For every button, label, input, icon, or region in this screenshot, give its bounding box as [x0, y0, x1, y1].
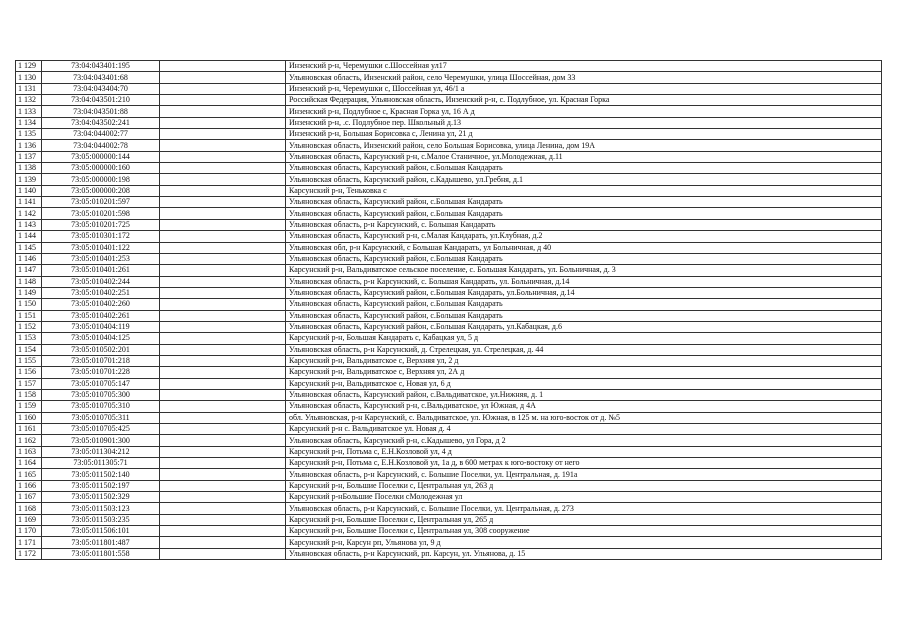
cadastral-number-cell: 73:05:010705:311	[42, 412, 160, 423]
empty-cell	[160, 446, 286, 457]
address-cell: Ульяновская область, Карсунский район, с.Большая Кандарать	[286, 253, 882, 264]
table-row	[16, 151, 882, 162]
address-cell: Ульяновская область, р-н Карсунский, с. Большие Поселки, ул. Центральная, д. 273	[286, 503, 882, 514]
address-cell: Ульяновская область, Карсунский район, с.Большая Кандарать	[286, 299, 882, 310]
address-cell: Ульяновская область, Карсунский р-н, с.Кадышево, ул Гора, д 2	[286, 435, 882, 446]
address-cell: Инзенский р-н, Подлубное с, Красная Горка ул, 16 А д	[286, 106, 882, 117]
address-cell: Ульяновская область, р-н Карсунский, с. Большая Кандарать	[286, 219, 882, 230]
cadastral-number-cell: 73:05:010402:251	[42, 287, 160, 298]
row-number-cell: 1 129	[16, 61, 42, 72]
table-row	[16, 355, 882, 366]
address-cell: Ульяновская область, Инзенский район, село Большая Борисовка, улица Ленина, дом 19А	[286, 140, 882, 151]
address-cell: Карсунский р-н, Большие Поселки с, Центральная ул, 308 сооружение	[286, 526, 882, 537]
row-number-cell: 1 165	[16, 469, 42, 480]
row-number-cell: 1 133	[16, 106, 42, 117]
cadastral-number-cell: 73:05:000000:160	[42, 163, 160, 174]
empty-cell	[160, 83, 286, 94]
cadastral-number-cell: 73:05:011502:140	[42, 469, 160, 480]
address-cell: Карсунский р-н, Большая Кандарать с, Кабацкая ул, 5 д	[286, 333, 882, 344]
row-number-cell: 1 169	[16, 514, 42, 525]
cadastral-number-cell: 73:05:010201:597	[42, 197, 160, 208]
row-number-cell: 1 131	[16, 83, 42, 94]
cadastral-number-cell: 73:05:010705:300	[42, 389, 160, 400]
address-cell: Карсунский р-н, Вальдиватское с, Новая ул, 6 д	[286, 378, 882, 389]
empty-cell	[160, 287, 286, 298]
table-row	[16, 446, 882, 457]
address-cell: обл. Ульяновская, р-н Карсунский, с. Вальдиватское, ул. Южная, в 125 м. на юго-восток от д. №5	[286, 412, 882, 423]
empty-cell	[160, 174, 286, 185]
empty-cell	[160, 310, 286, 321]
cadastral-number-cell: 73:05:000000:208	[42, 185, 160, 196]
empty-cell	[160, 208, 286, 219]
empty-cell	[160, 242, 286, 253]
cadastral-number-cell: 73:04:044002:77	[42, 129, 160, 140]
address-cell: Карсунский р-нБольшие Поселки сМолодежная ул	[286, 492, 882, 503]
empty-cell	[160, 61, 286, 72]
cadastral-number-cell: 73:05:011503:123	[42, 503, 160, 514]
cadastral-number-cell: 73:05:000000:198	[42, 174, 160, 185]
address-cell: Карсунский р-н, Вальдиватское с, Верхняя ул, 2 д	[286, 355, 882, 366]
empty-cell	[160, 344, 286, 355]
cadastral-number-cell: 73:05:010402:244	[42, 276, 160, 287]
address-cell: Ульяновская область, Карсунский район, с.Вальдиватское, ул.Нижняя, д. 1	[286, 389, 882, 400]
empty-cell	[160, 469, 286, 480]
table-row	[16, 401, 882, 412]
cadastral-number-cell: 73:05:011304:212	[42, 446, 160, 457]
row-number-cell: 1 135	[16, 129, 42, 140]
table-row	[16, 197, 882, 208]
cadastral-number-cell: 73:05:011502:329	[42, 492, 160, 503]
table-row	[16, 480, 882, 491]
row-number-cell: 1 144	[16, 231, 42, 242]
table-row	[16, 83, 882, 94]
row-number-cell: 1 153	[16, 333, 42, 344]
address-cell: Карсунский р-н, Большие Поселки с, Центральная ул, 263 д	[286, 480, 882, 491]
table-row	[16, 276, 882, 287]
empty-cell	[160, 140, 286, 151]
row-number-cell: 1 168	[16, 503, 42, 514]
address-cell: Ульяновская область, Карсунский район, с.Большая Кандарать	[286, 208, 882, 219]
cadastral-number-cell: 73:05:010705:147	[42, 378, 160, 389]
table-row	[16, 514, 882, 525]
address-cell: Ульяновская область, р-н Карсунский, д. Стрелецкая, ул. Стрелецкая, д. 44	[286, 344, 882, 355]
empty-cell	[160, 480, 286, 491]
address-cell: Ульяновская обл, р-н Карсунский, с Большая Кандарать, ул Больничная, д 40	[286, 242, 882, 253]
cadastral-number-cell: 73:05:010402:261	[42, 310, 160, 321]
cadastral-number-cell: 73:05:010201:725	[42, 219, 160, 230]
address-cell: Инзенский р-н, Большая Борисовка с, Ленина ул, 21 д	[286, 129, 882, 140]
address-cell: Ульяновская область, р-н Карсунский, рп. Карсун, ул. Ульянова, д. 15	[286, 548, 882, 559]
empty-cell	[160, 253, 286, 264]
table-row	[16, 537, 882, 548]
table-row	[16, 185, 882, 196]
cadastral-number-cell: 73:05:010701:228	[42, 367, 160, 378]
row-number-cell: 1 157	[16, 378, 42, 389]
table-row	[16, 265, 882, 276]
cadastral-number-cell: 73:05:010701:218	[42, 355, 160, 366]
cadastral-number-cell: 73:04:043501:88	[42, 106, 160, 117]
table-row	[16, 231, 882, 242]
row-number-cell: 1 138	[16, 163, 42, 174]
empty-cell	[160, 72, 286, 83]
row-number-cell: 1 155	[16, 355, 42, 366]
address-cell: Ульяновская область, р-н Карсунский, с. Большая Кандарать, ул. Больничная, д.14	[286, 276, 882, 287]
address-cell: Карсунский р-н, Потьма с, Е.Н.Козловой ул, 4 д	[286, 446, 882, 457]
table-body	[16, 61, 882, 560]
empty-cell	[160, 367, 286, 378]
empty-cell	[160, 299, 286, 310]
empty-cell	[160, 492, 286, 503]
row-number-cell: 1 150	[16, 299, 42, 310]
empty-cell	[160, 526, 286, 537]
empty-cell	[160, 548, 286, 559]
address-cell: Ульяновская область, Карсунский район, с.Большая Кандарать, ул.Кабацкая, д.6	[286, 321, 882, 332]
table-row	[16, 140, 882, 151]
address-cell: Инзенский р-н, Черемушки с.Шоссейная ул17	[286, 61, 882, 72]
table-row	[16, 424, 882, 435]
row-number-cell: 1 151	[16, 310, 42, 321]
address-cell: Ульяновская область, Карсунский район, с.Кадышево, ул.Гребня, д.1	[286, 174, 882, 185]
table-row	[16, 95, 882, 106]
row-number-cell: 1 171	[16, 537, 42, 548]
table-row	[16, 72, 882, 83]
empty-cell	[160, 231, 286, 242]
address-cell: Карсунский р-н, Вальдиватское сельское поселение, с. Большая Кандарать, ул. Больничная, д. 3	[286, 265, 882, 276]
empty-cell	[160, 197, 286, 208]
cadastral-number-cell: 73:05:010404:119	[42, 321, 160, 332]
table-row	[16, 174, 882, 185]
table-row	[16, 389, 882, 400]
empty-cell	[160, 219, 286, 230]
address-cell: Ульяновская область, Карсунский район, с.Большая Кандарать	[286, 310, 882, 321]
cadastral-number-cell: 73:04:043501:210	[42, 95, 160, 106]
row-number-cell: 1 142	[16, 208, 42, 219]
row-number-cell: 1 139	[16, 174, 42, 185]
row-number-cell: 1 163	[16, 446, 42, 457]
table-row	[16, 208, 882, 219]
address-cell: Ульяновская область, Карсунский р-н, с.Малая Кандарать, ул.Клубная, д.2	[286, 231, 882, 242]
row-number-cell: 1 152	[16, 321, 42, 332]
cadastral-number-cell: 73:05:000000:144	[42, 151, 160, 162]
cadastral-number-cell: 73:05:010301:172	[42, 231, 160, 242]
empty-cell	[160, 537, 286, 548]
empty-cell	[160, 355, 286, 366]
row-number-cell: 1 132	[16, 95, 42, 106]
table-row	[16, 526, 882, 537]
empty-cell	[160, 514, 286, 525]
address-cell: Ульяновская область, Карсунский район, с.Большая Кандарать	[286, 163, 882, 174]
table-row	[16, 333, 882, 344]
address-cell: Инзенский р-н, Черемушки с, Шоссейная ул, 46/1 а	[286, 83, 882, 94]
empty-cell	[160, 106, 286, 117]
empty-cell	[160, 265, 286, 276]
cadastral-number-cell: 73:05:010401:261	[42, 265, 160, 276]
table-row	[16, 287, 882, 298]
row-number-cell: 1 159	[16, 401, 42, 412]
cadastral-number-cell: 73:04:044002:78	[42, 140, 160, 151]
row-number-cell: 1 148	[16, 276, 42, 287]
cadastral-number-cell: 73:05:010402:260	[42, 299, 160, 310]
cadastral-number-cell: 73:05:010901:300	[42, 435, 160, 446]
empty-cell	[160, 412, 286, 423]
row-number-cell: 1 143	[16, 219, 42, 230]
address-cell: Карсунский р-н с. Вальдиватское ул. Новая д. 4	[286, 424, 882, 435]
empty-cell	[160, 129, 286, 140]
cadastral-number-cell: 73:04:043401:195	[42, 61, 160, 72]
empty-cell	[160, 333, 286, 344]
table-row	[16, 106, 882, 117]
address-cell: Карсунский р-н, Потьма с, Е.Н.Козловой ул, 1а д, в 600 метрах к юго-востоку от него	[286, 458, 882, 469]
table-row	[16, 435, 882, 446]
empty-cell	[160, 163, 286, 174]
address-cell: Ульяновская область, Карсунский район, с.Большая Кандарать, ул.Больничная, д.14	[286, 287, 882, 298]
table-row	[16, 219, 882, 230]
row-number-cell: 1 146	[16, 253, 42, 264]
table-row	[16, 469, 882, 480]
table-row	[16, 492, 882, 503]
row-number-cell: 1 162	[16, 435, 42, 446]
row-number-cell: 1 166	[16, 480, 42, 491]
cadastral-number-cell: 73:05:010404:125	[42, 333, 160, 344]
table-row	[16, 503, 882, 514]
cadastral-number-cell: 73:05:011503:235	[42, 514, 160, 525]
row-number-cell: 1 160	[16, 412, 42, 423]
address-cell: Инзенский р-н, .с. Подлубное пер. Школьный д.13	[286, 117, 882, 128]
empty-cell	[160, 321, 286, 332]
empty-cell	[160, 276, 286, 287]
row-number-cell: 1 167	[16, 492, 42, 503]
address-cell: Ульяновская область, р-н Карсунский, с. Большие Поселки, ул. Центральная, д. 191а	[286, 469, 882, 480]
row-number-cell: 1 170	[16, 526, 42, 537]
address-cell: Карсунский р-н, Теньковка с	[286, 185, 882, 196]
empty-cell	[160, 503, 286, 514]
row-number-cell: 1 164	[16, 458, 42, 469]
cadastral-number-cell: 73:04:043404:70	[42, 83, 160, 94]
row-number-cell: 1 156	[16, 367, 42, 378]
table-row	[16, 253, 882, 264]
cadastral-number-cell: 73:05:010705:310	[42, 401, 160, 412]
address-cell: Ульяновская область, Инзенский район, село Черемушки, улица Шоссейная, дом 33	[286, 72, 882, 83]
row-number-cell: 1 140	[16, 185, 42, 196]
table-row	[16, 321, 882, 332]
address-cell: Ульяновская область, Карсунский район, с.Большая Кандарать	[286, 197, 882, 208]
table-row	[16, 548, 882, 559]
table-row	[16, 61, 882, 72]
empty-cell	[160, 95, 286, 106]
row-number-cell: 1 141	[16, 197, 42, 208]
address-cell: Карсунский р-н, Вальдиватское с, Верхняя ул, 2А д	[286, 367, 882, 378]
empty-cell	[160, 424, 286, 435]
table-row	[16, 412, 882, 423]
row-number-cell: 1 137	[16, 151, 42, 162]
row-number-cell: 1 145	[16, 242, 42, 253]
row-number-cell: 1 154	[16, 344, 42, 355]
cadastral-number-cell: 73:05:011506:101	[42, 526, 160, 537]
cadastral-number-cell: 73:05:011305:71	[42, 458, 160, 469]
empty-cell	[160, 458, 286, 469]
row-number-cell: 1 149	[16, 287, 42, 298]
parcel-table	[15, 60, 882, 560]
empty-cell	[160, 389, 286, 400]
address-cell: Ульяновская область, Карсунский р-н, с.Малое Станичное, ул.Молодежная, д.11	[286, 151, 882, 162]
address-cell: Карсунский р-н, Карсун рп, Ульянова ул, 9 д	[286, 537, 882, 548]
empty-cell	[160, 435, 286, 446]
cadastral-number-cell: 73:05:010201:598	[42, 208, 160, 219]
address-cell: Ульяновская область, Карсунский р-н, с.Вальдиватское, ул Южная, д 4А	[286, 401, 882, 412]
empty-cell	[160, 151, 286, 162]
table-row	[16, 117, 882, 128]
empty-cell	[160, 378, 286, 389]
table-row	[16, 344, 882, 355]
table-row	[16, 367, 882, 378]
cadastral-number-cell: 73:05:010401:253	[42, 253, 160, 264]
table-row	[16, 299, 882, 310]
row-number-cell: 1 136	[16, 140, 42, 151]
row-number-cell: 1 130	[16, 72, 42, 83]
cadastral-number-cell: 73:05:011801:558	[42, 548, 160, 559]
row-number-cell: 1 172	[16, 548, 42, 559]
address-cell: Российская Федерация, Ульяновская область, Инзенский р-н, с. Подлубное, ул. Красная Горка	[286, 95, 882, 106]
address-cell: Карсунский р-н, Большие Поселки с, Центральная ул, 265 д	[286, 514, 882, 525]
cadastral-number-cell: 73:04:043401:68	[42, 72, 160, 83]
table-row	[16, 458, 882, 469]
table-row	[16, 163, 882, 174]
cadastral-number-cell: 73:05:010401:122	[42, 242, 160, 253]
table-row	[16, 378, 882, 389]
empty-cell	[160, 185, 286, 196]
row-number-cell: 1 161	[16, 424, 42, 435]
row-number-cell: 1 158	[16, 389, 42, 400]
empty-cell	[160, 401, 286, 412]
cadastral-number-cell: 73:05:010705:425	[42, 424, 160, 435]
cadastral-number-cell: 73:05:010502:201	[42, 344, 160, 355]
cadastral-number-cell: 73:04:043502:241	[42, 117, 160, 128]
empty-cell	[160, 117, 286, 128]
row-number-cell: 1 147	[16, 265, 42, 276]
table-row	[16, 242, 882, 253]
table-row	[16, 310, 882, 321]
row-number-cell: 1 134	[16, 117, 42, 128]
cadastral-number-cell: 73:05:011502:197	[42, 480, 160, 491]
table-row	[16, 129, 882, 140]
cadastral-number-cell: 73:05:011801:487	[42, 537, 160, 548]
